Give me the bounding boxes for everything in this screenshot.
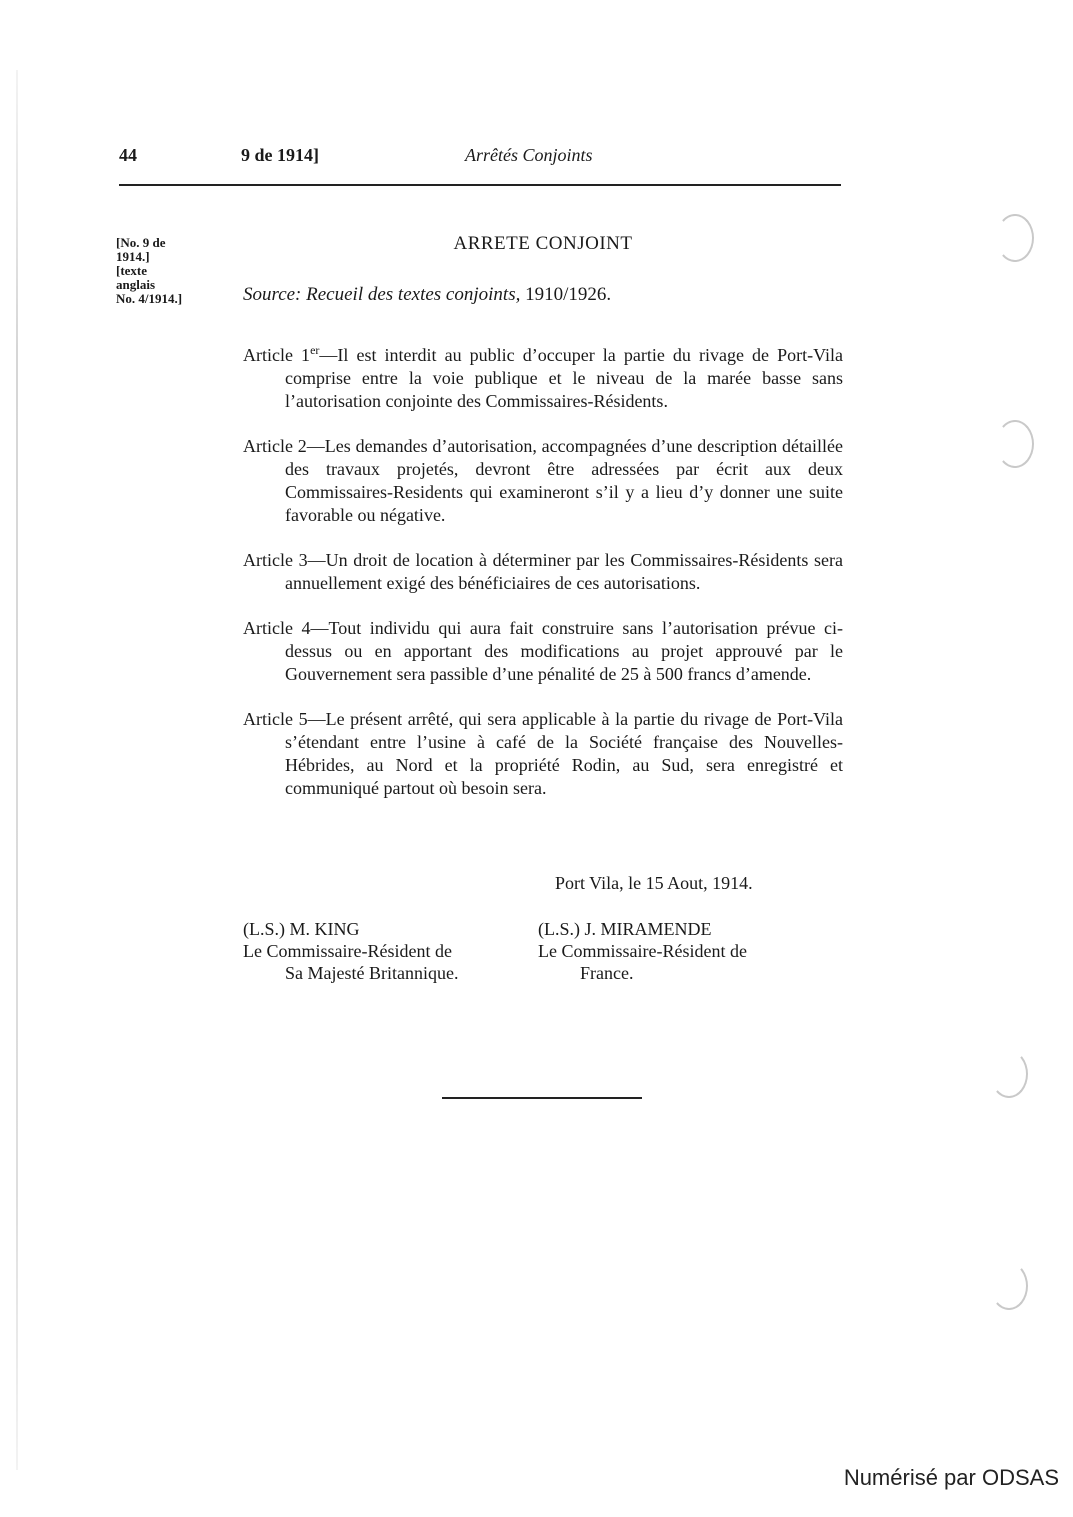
signatory-name: (L.S.) J. MIRAMENDE (538, 919, 712, 939)
article-text: —Un droit de location à déterminer par les Commissaires-Résidents sera annuellement exigé des bénéficiaires de ces autorisations. (285, 550, 843, 593)
signatory-title: France. (580, 963, 634, 983)
page-number: 44 (119, 145, 137, 165)
margin-note-line: [No. 9 de (116, 235, 166, 250)
article-number: Article 3 (243, 550, 308, 570)
margin-note-line: 1914.] (116, 249, 150, 264)
punch-hole-mark (990, 1050, 1028, 1098)
margin-note-line: [texte (116, 263, 148, 278)
punch-hole-mark (996, 420, 1034, 468)
digitization-credit: Numérisé par ODSAS (843, 1465, 1059, 1490)
article-number: Article 4 (243, 618, 311, 638)
signature-block-british (243, 918, 458, 984)
header-rule (119, 184, 841, 186)
punch-hole-mark (996, 214, 1034, 262)
article-text: —Tout individu qui aura fait construire sans l’autorisation prévue ci-dessus ou en apportant des modifications au projet approuvé par le Gouvernement sera passible d’une pénalité de 25 à 500 francs d’amende. (285, 618, 843, 684)
signatory-name: (L.S.) M. KING (243, 919, 360, 939)
article-number: Article 1 (243, 345, 311, 365)
page-header (119, 145, 841, 173)
source-label: Source: Recueil des textes conjoints, (243, 284, 521, 305)
article-text: —Il est interdit au public d’occuper la partie du rivage de Port-Vila comprise entre la voie publique et le niveau de la marée basse sans l’autorisation conjointe des Commissaires-Résidents. (285, 345, 843, 411)
signature-block-french (538, 918, 747, 984)
punch-hole-mark (990, 1262, 1028, 1310)
end-rule (442, 1097, 642, 1099)
header-reference: 9 de 1914] (241, 145, 319, 165)
article-1 (243, 344, 843, 413)
page-binding-edge (16, 70, 18, 1470)
articles (243, 326, 843, 822)
signatory-title: Le Commissaire-Résident de (243, 941, 452, 961)
margin-note-line: anglais (116, 277, 156, 292)
article-5 (243, 708, 843, 800)
article-text: —Les demandes d’autorisation, accompagnées d’une description détaillée des travaux projetés, devront être adressées par écrit aux deux Commissaires-Residents qui examineront s’il y a lieu d’y donner une suite favorable ou négative. (285, 436, 843, 525)
article-2 (243, 435, 843, 527)
article-superscript: er (310, 343, 320, 357)
source-line (243, 284, 611, 306)
article-4 (243, 617, 843, 686)
margin-note-line: No. 4/1914.] (116, 291, 183, 306)
article-number: Article 5 (243, 709, 308, 729)
signatory-title: Sa Majesté Britannique. (285, 963, 459, 983)
signatory-title: Le Commissaire-Résident de (538, 941, 747, 961)
document-title: ARRETE CONJOINT (453, 233, 633, 254)
source-value: 1910/1926. (525, 284, 612, 305)
place-and-date: Port Vila, le 15 Aout, 1914. (555, 873, 753, 893)
article-text: —Le présent arrêté, qui sera applicable à la partie du rivage de Port-Vila s’étendant entre l’usine à café de la Société française des Nouvelles-Hébrides, au Nord et la propriété Rodin, au Sud, sera enregistré et communiqué partout où besoin sera. (285, 709, 843, 798)
article-number: Article 2 (243, 436, 307, 456)
running-title: Arrêtés Conjoints (465, 145, 593, 165)
margin-note (116, 236, 236, 306)
article-3 (243, 549, 843, 595)
